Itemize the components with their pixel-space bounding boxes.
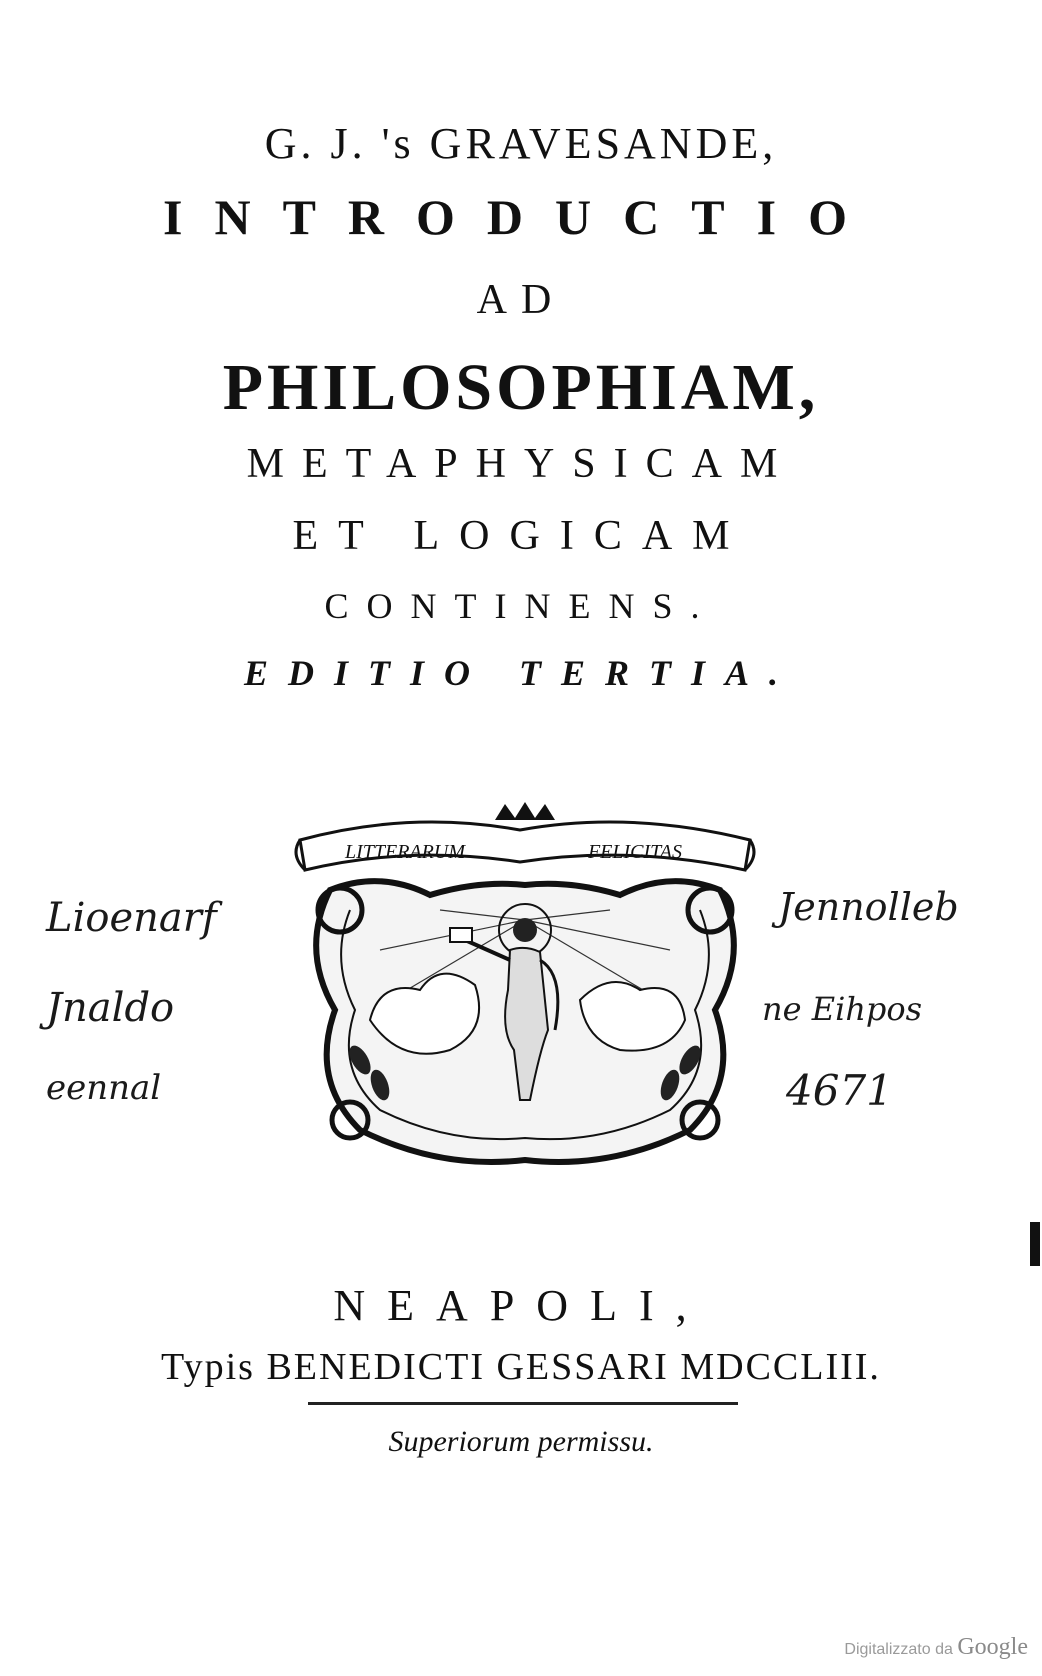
page-edge-mark [1030,1222,1040,1266]
author-line: G. J. 's GRAVESANDE, [264,119,778,168]
emblem-banner-right: FELICITAS [587,841,683,863]
handwriting-right-3: 4671 [786,1066,893,1115]
digitization-footer [844,1634,1028,1661]
handwriting-left-3: eennal [46,1068,162,1108]
handwriting-left-1: Lioenarf [46,895,217,941]
imprint-printer: Typis BENEDICTI GESSARI MDCCLIII. [161,1346,881,1388]
handwriting-right-2: ne Eihpos [762,990,923,1028]
title-philosophiam: PHILOSOPHIAM, [222,351,820,424]
edition-line: EDITIO TERTIA. [243,653,799,693]
title-ad: AD [476,277,566,323]
imprint-rule [308,1402,738,1405]
google-wordmark: Google [957,1634,1028,1660]
handwriting-left-2: Jnaldo [46,985,175,1031]
imprint-place: NEAPOLI, [333,1281,709,1330]
printer-emblem [290,800,760,1180]
emblem-banner-left: LITTERARUM [345,841,465,863]
imprint-permission: Superiorum permissu. [388,1425,654,1458]
title-continens: CONTINENS. [324,586,718,626]
title-metaphysicam: METAPHYSICAM [246,441,796,487]
handwriting-right-1: Jennolleb [778,885,959,929]
digitized-by-text: Digitalizzato da [844,1641,953,1658]
title-introductio: INTRODUCTIO [163,189,879,245]
title-et-logicam: ET LOGICAM [292,513,750,559]
